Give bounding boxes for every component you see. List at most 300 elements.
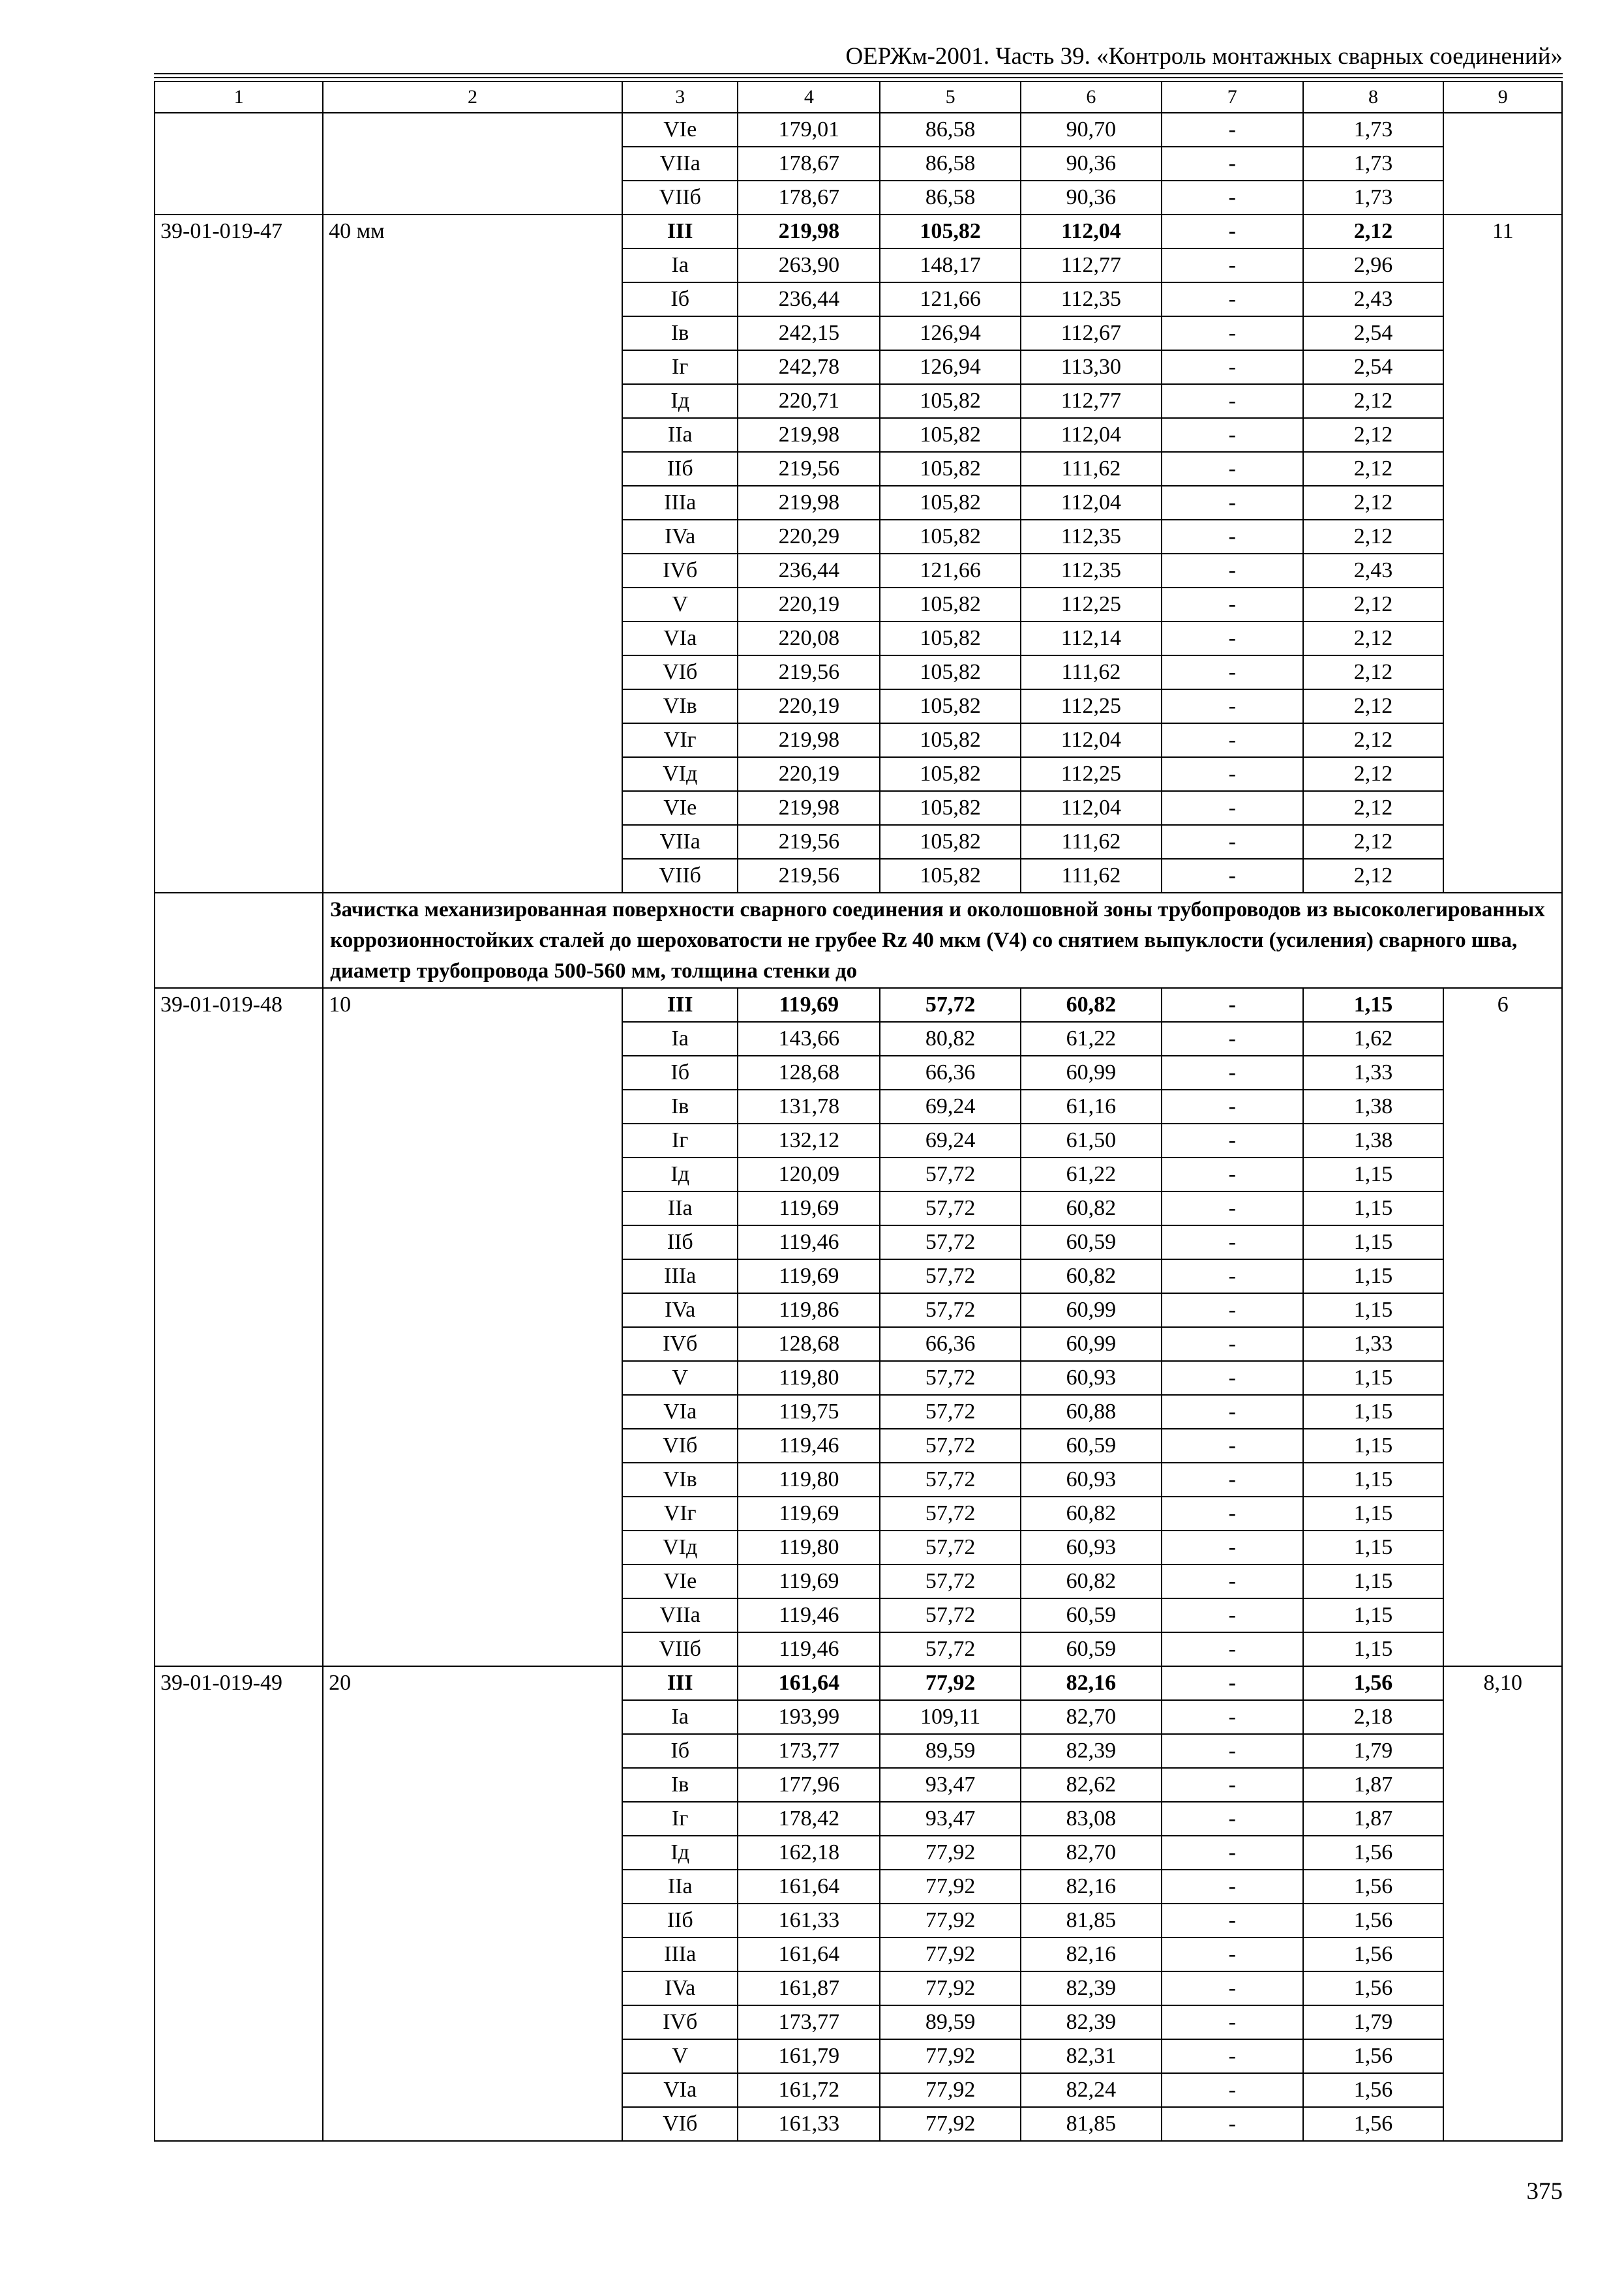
total-cost-cell: 119,46 <box>738 1429 880 1463</box>
materials-cell: - <box>1162 113 1303 147</box>
materials-cell: - <box>1162 588 1303 621</box>
wages-cell: 105,82 <box>880 215 1021 248</box>
machines-cell: 113,30 <box>1021 350 1162 384</box>
class-cell: V <box>622 1361 738 1395</box>
machines-cell: 82,62 <box>1021 1768 1162 1802</box>
total-cost-cell: 161,72 <box>738 2073 880 2107</box>
total-cost-cell: 173,77 <box>738 2005 880 2039</box>
wages-cell: 105,82 <box>880 486 1021 520</box>
total-cost-cell: 161,79 <box>738 2039 880 2073</box>
class-cell: VIe <box>622 791 738 825</box>
table-row <box>155 988 1562 1022</box>
class-cell: Iб <box>622 1056 738 1090</box>
machines-cell: 60,59 <box>1021 1598 1162 1632</box>
wall-thickness: 40 мм <box>323 215 622 893</box>
labor-cell: 1,56 <box>1303 2073 1444 2107</box>
machines-cell: 112,04 <box>1021 215 1162 248</box>
column-number: 4 <box>738 82 880 113</box>
class-cell: III <box>622 215 738 248</box>
total-cost-cell: 263,90 <box>738 248 880 282</box>
class-cell: VIe <box>622 1564 738 1598</box>
class-cell: IVa <box>622 520 738 554</box>
machines-cell: 60,59 <box>1021 1225 1162 1259</box>
wages-cell: 77,92 <box>880 1666 1021 1700</box>
machines-cell: 82,16 <box>1021 1937 1162 1971</box>
wall-thickness: 10 <box>323 988 622 1666</box>
wages-cell: 105,82 <box>880 723 1021 757</box>
wages-cell: 105,82 <box>880 757 1021 791</box>
class-cell: VIд <box>622 1531 738 1564</box>
wages-cell: 80,82 <box>880 1022 1021 1056</box>
class-cell: IIIa <box>622 1259 738 1293</box>
class-cell: IIб <box>622 1225 738 1259</box>
class-cell: Iг <box>622 350 738 384</box>
total-cost-cell: 161,64 <box>738 1666 880 1700</box>
total-cost-cell: 119,46 <box>738 1632 880 1666</box>
class-cell: IIIa <box>622 486 738 520</box>
class-cell: Iв <box>622 1768 738 1802</box>
materials-cell: - <box>1162 1191 1303 1225</box>
labor-cell: 1,15 <box>1303 1259 1444 1293</box>
table-row <box>155 215 1562 248</box>
rate-code: 39-01-019-48 <box>155 988 323 1666</box>
materials-cell: - <box>1162 1666 1303 1700</box>
wages-cell: 57,72 <box>880 1463 1021 1497</box>
materials-cell: - <box>1162 825 1303 859</box>
labor-cell: 2,43 <box>1303 554 1444 588</box>
wages-cell: 77,92 <box>880 1971 1021 2005</box>
labor-cell: 2,12 <box>1303 384 1444 418</box>
machines-cell: 61,22 <box>1021 1158 1162 1191</box>
column-number: 6 <box>1021 82 1162 113</box>
labor-cell: 2,12 <box>1303 723 1444 757</box>
wages-cell: 105,82 <box>880 859 1021 893</box>
total-cost-cell: 119,46 <box>738 1598 880 1632</box>
total-cost-cell: 161,33 <box>738 2107 880 2141</box>
materials-cell: - <box>1162 1937 1303 1971</box>
total-cost-cell: 173,77 <box>738 1734 880 1768</box>
materials-cell: - <box>1162 1904 1303 1937</box>
labor-cell: 2,12 <box>1303 655 1444 689</box>
total-cost-cell: 143,66 <box>738 1022 880 1056</box>
labor-cell: 1,15 <box>1303 1158 1444 1191</box>
note-cell: 6 <box>1443 988 1562 1666</box>
machines-cell: 112,25 <box>1021 757 1162 791</box>
labor-cell: 2,12 <box>1303 588 1444 621</box>
wages-cell: 105,82 <box>880 452 1021 486</box>
total-cost-cell: 219,56 <box>738 655 880 689</box>
labor-cell: 1,79 <box>1303 2005 1444 2039</box>
materials-cell: - <box>1162 1395 1303 1429</box>
class-cell: IIa <box>622 418 738 452</box>
wages-cell: 105,82 <box>880 655 1021 689</box>
total-cost-cell: 119,69 <box>738 1497 880 1531</box>
materials-cell: - <box>1162 181 1303 215</box>
wages-cell: 57,72 <box>880 1158 1021 1191</box>
class-cell: VIIб <box>622 859 738 893</box>
class-cell: Iг <box>622 1124 738 1158</box>
total-cost-cell: 236,44 <box>738 554 880 588</box>
machines-cell: 112,04 <box>1021 418 1162 452</box>
total-cost-cell: 178,42 <box>738 1802 880 1836</box>
total-cost-cell: 178,67 <box>738 181 880 215</box>
total-cost-cell: 219,98 <box>738 486 880 520</box>
materials-cell: - <box>1162 1836 1303 1870</box>
materials-cell: - <box>1162 1327 1303 1361</box>
document-header: ОЕРЖм-2001. Часть 39. «Контроль монтажных сварных соединений» <box>845 43 1563 70</box>
section-title: Зачистка механизированная поверхности сварного соединения и околошовной зоны трубопроводов из высоколегированных коррозионностойких сталей до шероховатости не грубее Rz 40 мкм (V4) со снятием выпуклости (усиления) сварного шва, диаметр трубопровода 500-560 мм, толщина стенки до <box>323 893 1562 988</box>
total-cost-cell: 119,80 <box>738 1361 880 1395</box>
labor-cell: 2,96 <box>1303 248 1444 282</box>
materials-cell: - <box>1162 1734 1303 1768</box>
class-cell: VIг <box>622 723 738 757</box>
materials-cell: - <box>1162 1463 1303 1497</box>
labor-cell: 2,12 <box>1303 520 1444 554</box>
note-cell: 11 <box>1443 215 1562 893</box>
machines-cell: 112,25 <box>1021 588 1162 621</box>
wages-cell: 77,92 <box>880 2073 1021 2107</box>
column-number: 7 <box>1162 82 1303 113</box>
wages-cell: 69,24 <box>880 1090 1021 1124</box>
wall-thickness <box>323 113 622 215</box>
class-cell: IIa <box>622 1191 738 1225</box>
wages-cell: 89,59 <box>880 2005 1021 2039</box>
machines-cell: 112,77 <box>1021 384 1162 418</box>
machines-cell: 111,62 <box>1021 452 1162 486</box>
labor-cell: 1,56 <box>1303 1870 1444 1904</box>
total-cost-cell: 119,69 <box>738 1259 880 1293</box>
rates-table-body <box>155 82 1562 2141</box>
labor-cell: 2,12 <box>1303 486 1444 520</box>
wages-cell: 69,24 <box>880 1124 1021 1158</box>
section-spacer-cell <box>155 893 323 988</box>
materials-cell: - <box>1162 655 1303 689</box>
total-cost-cell: 119,80 <box>738 1463 880 1497</box>
wages-cell: 105,82 <box>880 418 1021 452</box>
total-cost-cell: 119,69 <box>738 988 880 1022</box>
total-cost-cell: 219,98 <box>738 215 880 248</box>
machines-cell: 60,82 <box>1021 1191 1162 1225</box>
materials-cell: - <box>1162 1598 1303 1632</box>
class-cell: VIa <box>622 621 738 655</box>
materials-cell: - <box>1162 621 1303 655</box>
wages-cell: 77,92 <box>880 1904 1021 1937</box>
machines-cell: 61,22 <box>1021 1022 1162 1056</box>
class-cell: VIIб <box>622 181 738 215</box>
machines-cell: 81,85 <box>1021 1904 1162 1937</box>
column-number: 3 <box>622 82 738 113</box>
machines-cell: 61,16 <box>1021 1090 1162 1124</box>
labor-cell: 2,12 <box>1303 757 1444 791</box>
class-cell: Iд <box>622 1158 738 1191</box>
total-cost-cell: 128,68 <box>738 1056 880 1090</box>
total-cost-cell: 220,19 <box>738 588 880 621</box>
total-cost-cell: 119,69 <box>738 1191 880 1225</box>
column-number: 9 <box>1443 82 1562 113</box>
machines-cell: 60,99 <box>1021 1056 1162 1090</box>
labor-cell: 2,12 <box>1303 859 1444 893</box>
machines-cell: 90,36 <box>1021 181 1162 215</box>
class-cell: VIб <box>622 655 738 689</box>
wages-cell: 86,58 <box>880 147 1021 181</box>
labor-cell: 1,15 <box>1303 988 1444 1022</box>
labor-cell: 1,56 <box>1303 2107 1444 2141</box>
wages-cell: 93,47 <box>880 1768 1021 1802</box>
materials-cell: - <box>1162 859 1303 893</box>
labor-cell: 1,15 <box>1303 1531 1444 1564</box>
wages-cell: 105,82 <box>880 520 1021 554</box>
materials-cell: - <box>1162 1497 1303 1531</box>
labor-cell: 1,15 <box>1303 1191 1444 1225</box>
rates-table <box>154 81 1563 2142</box>
class-cell: Iд <box>622 1836 738 1870</box>
labor-cell: 1,56 <box>1303 1937 1444 1971</box>
wages-cell: 105,82 <box>880 384 1021 418</box>
class-cell: VIIa <box>622 825 738 859</box>
total-cost-cell: 119,46 <box>738 1225 880 1259</box>
class-cell: IVa <box>622 1971 738 2005</box>
labor-cell: 1,56 <box>1303 1836 1444 1870</box>
materials-cell: - <box>1162 1293 1303 1327</box>
class-cell: VIIб <box>622 1632 738 1666</box>
labor-cell: 2,18 <box>1303 1700 1444 1734</box>
materials-cell: - <box>1162 215 1303 248</box>
wages-cell: 121,66 <box>880 282 1021 316</box>
wages-cell: 105,82 <box>880 825 1021 859</box>
total-cost-cell: 178,67 <box>738 147 880 181</box>
class-cell: IVб <box>622 554 738 588</box>
machines-cell: 82,39 <box>1021 2005 1162 2039</box>
machines-cell: 112,25 <box>1021 689 1162 723</box>
labor-cell: 1,62 <box>1303 1022 1444 1056</box>
materials-cell: - <box>1162 723 1303 757</box>
total-cost-cell: 193,99 <box>738 1700 880 1734</box>
machines-cell: 90,36 <box>1021 147 1162 181</box>
total-cost-cell: 177,96 <box>738 1768 880 1802</box>
class-cell: IIIa <box>622 1937 738 1971</box>
class-cell: Ia <box>622 1022 738 1056</box>
labor-cell: 2,12 <box>1303 452 1444 486</box>
wages-cell: 57,72 <box>880 1632 1021 1666</box>
total-cost-cell: 119,69 <box>738 1564 880 1598</box>
rate-code: 39-01-019-47 <box>155 215 323 893</box>
machines-cell: 112,35 <box>1021 282 1162 316</box>
labor-cell: 1,73 <box>1303 147 1444 181</box>
total-cost-cell: 220,71 <box>738 384 880 418</box>
class-cell: V <box>622 588 738 621</box>
materials-cell: - <box>1162 1361 1303 1395</box>
class-cell: VIIa <box>622 147 738 181</box>
total-cost-cell: 128,68 <box>738 1327 880 1361</box>
machines-cell: 82,16 <box>1021 1666 1162 1700</box>
labor-cell: 2,12 <box>1303 621 1444 655</box>
labor-cell: 2,12 <box>1303 215 1444 248</box>
machines-cell: 112,35 <box>1021 520 1162 554</box>
materials-cell: - <box>1162 1564 1303 1598</box>
machines-cell: 82,39 <box>1021 1971 1162 2005</box>
total-cost-cell: 219,56 <box>738 452 880 486</box>
column-number: 2 <box>323 82 622 113</box>
wages-cell: 105,82 <box>880 689 1021 723</box>
machines-cell: 60,99 <box>1021 1293 1162 1327</box>
total-cost-cell: 219,56 <box>738 825 880 859</box>
total-cost-cell: 131,78 <box>738 1090 880 1124</box>
class-cell: III <box>622 1666 738 1700</box>
wages-cell: 109,11 <box>880 1700 1021 1734</box>
machines-cell: 90,70 <box>1021 113 1162 147</box>
materials-cell: - <box>1162 554 1303 588</box>
class-cell: Iв <box>622 1090 738 1124</box>
class-cell: IIб <box>622 452 738 486</box>
class-cell: VIв <box>622 689 738 723</box>
machines-cell: 112,35 <box>1021 554 1162 588</box>
class-cell: VIIa <box>622 1598 738 1632</box>
labor-cell: 2,12 <box>1303 825 1444 859</box>
total-cost-cell: 179,01 <box>738 113 880 147</box>
materials-cell: - <box>1162 520 1303 554</box>
total-cost-cell: 220,29 <box>738 520 880 554</box>
labor-cell: 1,15 <box>1303 1598 1444 1632</box>
class-cell: IIб <box>622 1904 738 1937</box>
machines-cell: 112,67 <box>1021 316 1162 350</box>
materials-cell: - <box>1162 384 1303 418</box>
rate-code <box>155 113 323 215</box>
total-cost-cell: 119,75 <box>738 1395 880 1429</box>
total-cost-cell: 120,09 <box>738 1158 880 1191</box>
wages-cell: 93,47 <box>880 1802 1021 1836</box>
machines-cell: 60,82 <box>1021 988 1162 1022</box>
materials-cell: - <box>1162 452 1303 486</box>
machines-cell: 112,14 <box>1021 621 1162 655</box>
class-cell: Iд <box>622 384 738 418</box>
class-cell: VIa <box>622 2073 738 2107</box>
machines-cell: 82,24 <box>1021 2073 1162 2107</box>
materials-cell: - <box>1162 350 1303 384</box>
labor-cell: 1,79 <box>1303 1734 1444 1768</box>
materials-cell: - <box>1162 2039 1303 2073</box>
class-cell: VIб <box>622 1429 738 1463</box>
machines-cell: 112,77 <box>1021 248 1162 282</box>
total-cost-cell: 119,86 <box>738 1293 880 1327</box>
machines-cell: 81,85 <box>1021 2107 1162 2141</box>
wages-cell: 57,72 <box>880 1225 1021 1259</box>
total-cost-cell: 242,15 <box>738 316 880 350</box>
machines-cell: 60,99 <box>1021 1327 1162 1361</box>
machines-cell: 60,82 <box>1021 1259 1162 1293</box>
class-cell: VIг <box>622 1497 738 1531</box>
machines-cell: 111,62 <box>1021 655 1162 689</box>
wages-cell: 126,94 <box>880 350 1021 384</box>
wages-cell: 86,58 <box>880 113 1021 147</box>
total-cost-cell: 236,44 <box>738 282 880 316</box>
class-cell: Iб <box>622 1734 738 1768</box>
materials-cell: - <box>1162 316 1303 350</box>
materials-cell: - <box>1162 248 1303 282</box>
materials-cell: - <box>1162 1768 1303 1802</box>
total-cost-cell: 220,08 <box>738 621 880 655</box>
wages-cell: 57,72 <box>880 1564 1021 1598</box>
labor-cell: 1,87 <box>1303 1768 1444 1802</box>
labor-cell: 1,15 <box>1303 1361 1444 1395</box>
materials-cell: - <box>1162 2005 1303 2039</box>
labor-cell: 1,73 <box>1303 113 1444 147</box>
class-cell: VIб <box>622 2107 738 2141</box>
class-cell: IVa <box>622 1293 738 1327</box>
class-cell: III <box>622 988 738 1022</box>
materials-cell: - <box>1162 1632 1303 1666</box>
class-cell: Ia <box>622 248 738 282</box>
machines-cell: 60,82 <box>1021 1564 1162 1598</box>
materials-cell: - <box>1162 1259 1303 1293</box>
section-row <box>155 893 1562 988</box>
wages-cell: 148,17 <box>880 248 1021 282</box>
materials-cell: - <box>1162 2107 1303 2141</box>
class-cell: VIв <box>622 1463 738 1497</box>
materials-cell: - <box>1162 1022 1303 1056</box>
wages-cell: 57,72 <box>880 1531 1021 1564</box>
wages-cell: 89,59 <box>880 1734 1021 1768</box>
total-cost-cell: 220,19 <box>738 757 880 791</box>
labor-cell: 2,43 <box>1303 282 1444 316</box>
materials-cell: - <box>1162 147 1303 181</box>
machines-cell: 112,04 <box>1021 791 1162 825</box>
materials-cell: - <box>1162 1870 1303 1904</box>
total-cost-cell: 161,64 <box>738 1937 880 1971</box>
machines-cell: 112,04 <box>1021 723 1162 757</box>
header-rule-bottom <box>154 77 1563 78</box>
machines-cell: 82,70 <box>1021 1700 1162 1734</box>
materials-cell: - <box>1162 1429 1303 1463</box>
labor-cell: 1,56 <box>1303 1904 1444 1937</box>
machines-cell: 61,50 <box>1021 1124 1162 1158</box>
labor-cell: 1,15 <box>1303 1293 1444 1327</box>
wages-cell: 57,72 <box>880 1429 1021 1463</box>
materials-cell: - <box>1162 988 1303 1022</box>
machines-cell: 82,16 <box>1021 1870 1162 1904</box>
total-cost-cell: 161,33 <box>738 1904 880 1937</box>
wages-cell: 66,36 <box>880 1056 1021 1090</box>
header-rule-top <box>154 73 1563 74</box>
labor-cell: 1,15 <box>1303 1395 1444 1429</box>
class-cell: Iг <box>622 1802 738 1836</box>
labor-cell: 1,33 <box>1303 1327 1444 1361</box>
total-cost-cell: 219,98 <box>738 791 880 825</box>
total-cost-cell: 219,98 <box>738 723 880 757</box>
wages-cell: 77,92 <box>880 1937 1021 1971</box>
table-row <box>155 113 1562 147</box>
wall-thickness: 20 <box>323 1666 622 2141</box>
column-number-row <box>155 82 1562 113</box>
labor-cell: 2,54 <box>1303 350 1444 384</box>
total-cost-cell: 220,19 <box>738 689 880 723</box>
class-cell: IIa <box>622 1870 738 1904</box>
page-number: 375 <box>1526 2178 1563 2205</box>
wages-cell: 57,72 <box>880 1191 1021 1225</box>
materials-cell: - <box>1162 791 1303 825</box>
rate-code: 39-01-019-49 <box>155 1666 323 2141</box>
machines-cell: 82,70 <box>1021 1836 1162 1870</box>
labor-cell: 1,87 <box>1303 1802 1444 1836</box>
machines-cell: 112,04 <box>1021 486 1162 520</box>
materials-cell: - <box>1162 757 1303 791</box>
column-number: 1 <box>155 82 323 113</box>
materials-cell: - <box>1162 1225 1303 1259</box>
wages-cell: 57,72 <box>880 1598 1021 1632</box>
wages-cell: 57,72 <box>880 1395 1021 1429</box>
total-cost-cell: 219,98 <box>738 418 880 452</box>
materials-cell: - <box>1162 1124 1303 1158</box>
wages-cell: 121,66 <box>880 554 1021 588</box>
